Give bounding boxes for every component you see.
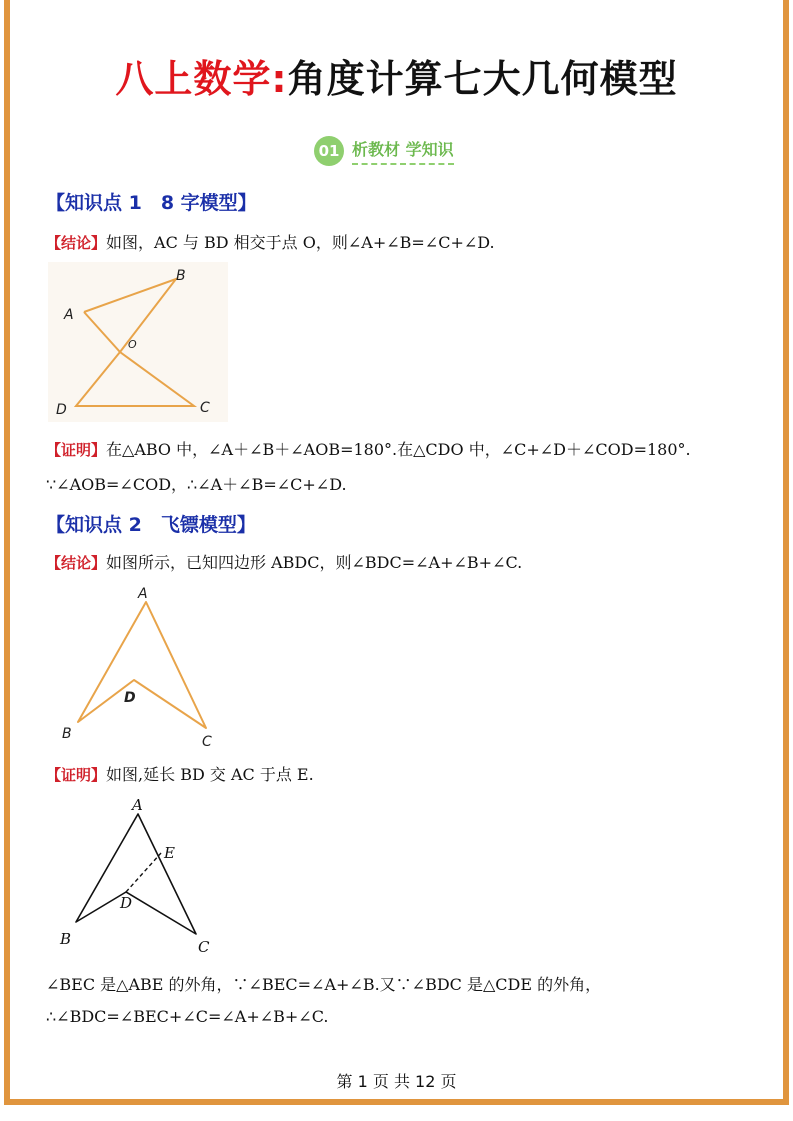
figure-8-label-o: O: [128, 338, 137, 351]
kp2-proof-intro-line: [46, 762, 314, 785]
dart-label-d: D: [124, 690, 136, 706]
dart-proof-extension: [126, 853, 161, 892]
figure-8-label-a: A: [64, 307, 74, 323]
figure-8-label-b: B: [176, 268, 186, 284]
badge-text: 析教材 学知识: [352, 137, 454, 165]
kp1-conclusion-tag: 【结论】: [46, 234, 107, 252]
dart-proof-label-b: B: [60, 930, 72, 948]
figure-8-label-d: D: [56, 402, 67, 418]
kp1-proof-line1: [46, 437, 691, 460]
dart-proof-outline: [76, 814, 196, 934]
dart-proof-label-e: E: [164, 844, 175, 862]
kp2-heading: 【知识点 2 飞镖模型】: [46, 514, 256, 536]
title-black: 角度计算七大几何模型: [287, 57, 678, 101]
kp1-proof-1: 在△ABO 中，∠A＋∠B＋∠AOB=180°.在△CDO 中，∠C+∠D＋∠COD=180°.: [106, 440, 691, 459]
figure-8-background: [48, 262, 228, 422]
kp1-heading: 【知识点 1 8 字模型】: [46, 192, 257, 214]
dart-label-a: A: [138, 586, 148, 602]
kp2-conclusion-line: [46, 550, 522, 573]
dart-proof-label-a: A: [132, 796, 143, 814]
kp2-proof-2: ∴∠BDC=∠BEC+∠C=∠A+∠B+∠C.: [46, 1007, 329, 1026]
dart-label-c: C: [202, 734, 212, 750]
figure-8-label-c: C: [200, 400, 210, 416]
badge-number: 01: [314, 136, 344, 166]
kp2-conclusion: 如图所示，已知四边形 ABDC，则∠BDC=∠A+∠B+∠C.: [106, 553, 523, 572]
kp1-conclusion: 如图，AC 与 BD 相交于点 O，则∠A+∠B=∠C+∠D.: [106, 233, 495, 252]
dart-label-b: B: [62, 726, 72, 742]
dart-proof-label-c: C: [198, 938, 210, 956]
kp2-proof-tag: 【证明】: [46, 766, 107, 784]
page-footer: 第 1 页 共 12 页: [336, 1072, 457, 1091]
title-red: 八上数学:: [115, 57, 288, 101]
figure-8-model: [48, 262, 228, 422]
kp2-proof-1: ∠BEC 是△ABE 的外角，∵∠BEC=∠A+∠B.又∵∠BDC 是△CDE 的外角，: [46, 975, 602, 994]
dart-proof-label-d: D: [120, 894, 133, 912]
kp2-proof-intro: 如图,延长 BD 交 AC 于点 E.: [106, 765, 314, 784]
dart-outline: [78, 602, 206, 728]
page-title: [0, 48, 793, 103]
dart-proof-figure: [56, 792, 226, 962]
kp1-proof-2: ∵∠AOB=∠COD，∴∠A＋∠B=∠C+∠D.: [46, 475, 347, 494]
kp1-proof-tag: 【证明】: [46, 441, 107, 459]
dart-model-figure: [52, 580, 232, 750]
section-badge: [314, 135, 454, 167]
kp1-conclusion-line: [46, 230, 495, 253]
kp2-conclusion-tag: 【结论】: [46, 554, 107, 572]
